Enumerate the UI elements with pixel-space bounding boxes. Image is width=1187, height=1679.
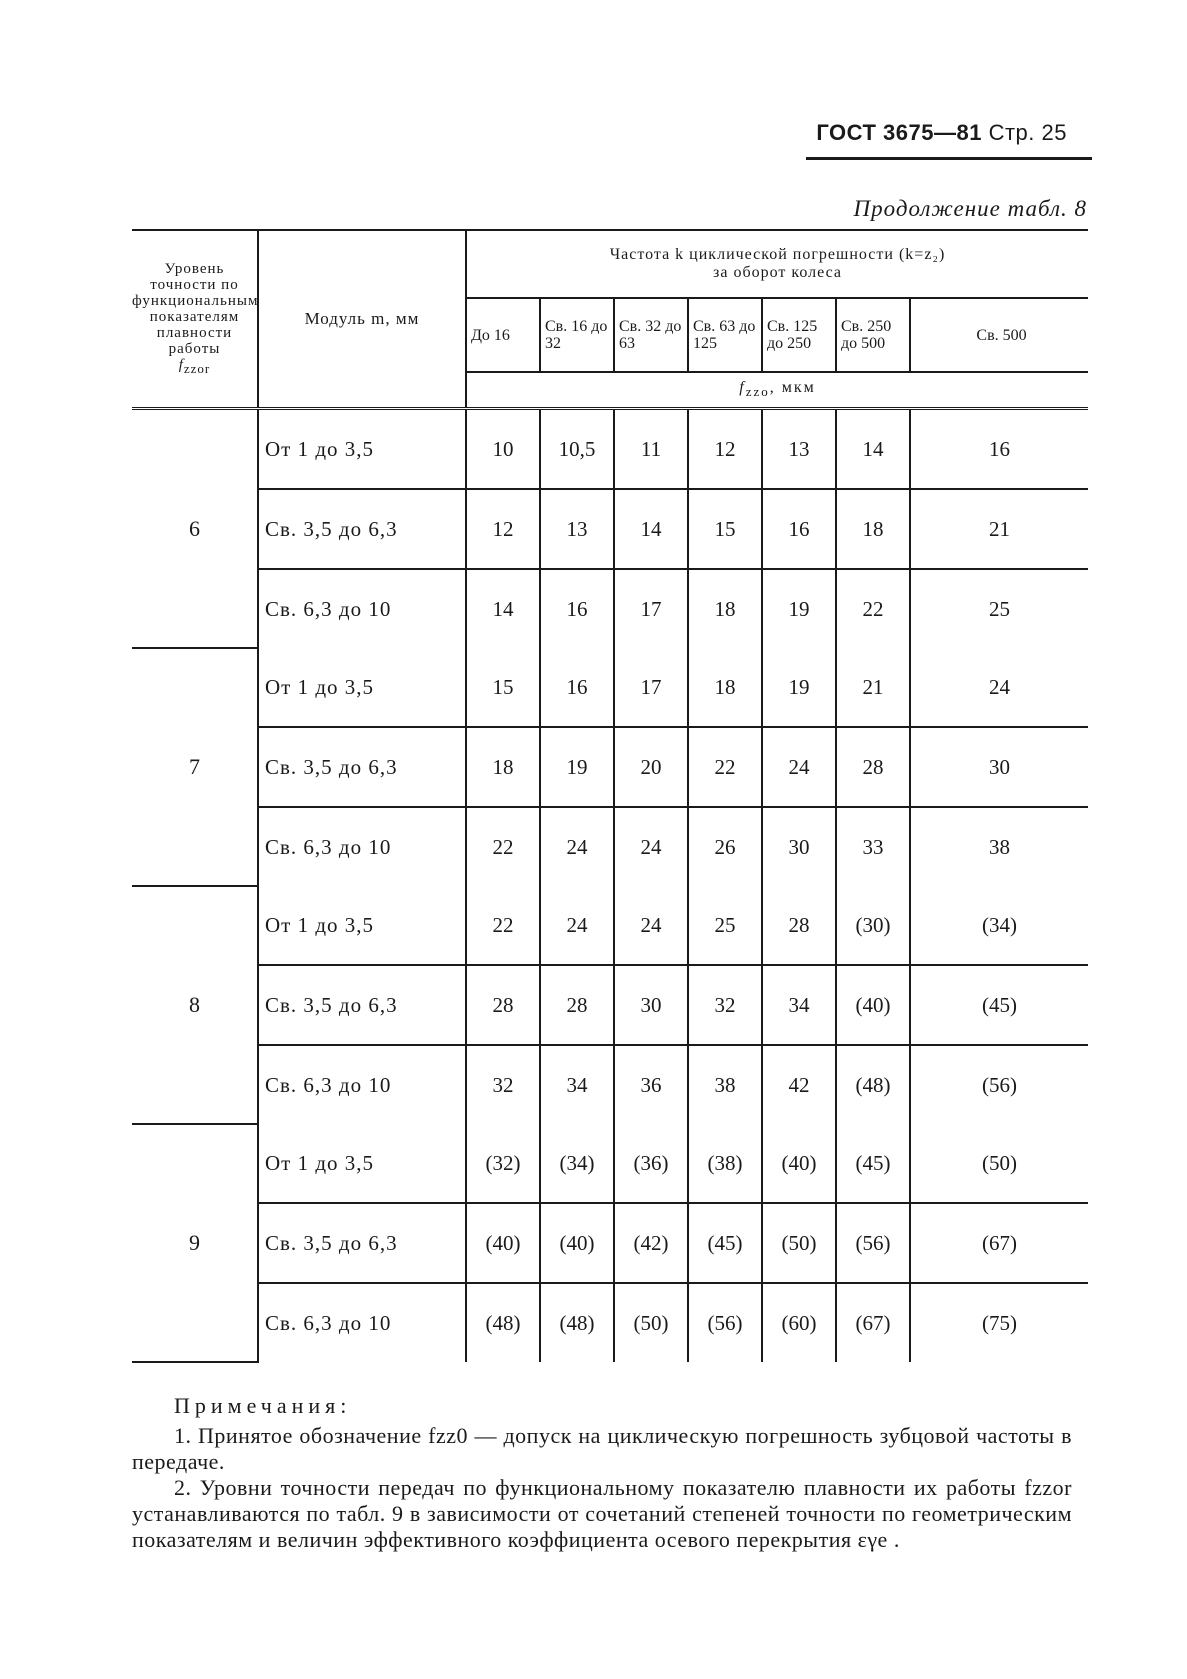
module-range-cell: От 1 до 3,5 xyxy=(258,886,466,965)
table-row xyxy=(132,807,1088,886)
tolerance-value-cell: 30 xyxy=(614,965,688,1045)
tolerance-value-cell: 16 xyxy=(910,409,1088,490)
tolerance-value-cell: (40) xyxy=(466,1203,540,1283)
module-range-cell: Св. 6,3 до 10 xyxy=(258,569,466,648)
header-rule xyxy=(806,157,1092,160)
tolerance-value-cell: (34) xyxy=(910,886,1088,965)
table-row xyxy=(132,1203,1088,1283)
tolerance-value-cell: 18 xyxy=(688,648,762,727)
tolerance-value-cell: (50) xyxy=(762,1203,836,1283)
tolerance-value-cell: 10 xyxy=(466,409,540,490)
table-row xyxy=(132,648,1088,727)
tolerance-value-cell: (56) xyxy=(688,1283,762,1362)
tolerance-value-cell: 17 xyxy=(614,648,688,727)
tolerance-value-cell: 18 xyxy=(688,569,762,648)
module-range-cell: Св. 3,5 до 6,3 xyxy=(258,1203,466,1283)
tolerance-value-cell: 16 xyxy=(540,648,614,727)
tolerance-value-cell: 14 xyxy=(836,409,910,490)
table-row xyxy=(132,409,1088,490)
tolerance-value-cell: (32) xyxy=(466,1124,540,1203)
tolerance-value-cell: 12 xyxy=(688,409,762,490)
level-header-text: Уровень точности по функциональным показателям плавности работы xyxy=(132,261,259,357)
tolerance-value-cell: (50) xyxy=(614,1283,688,1362)
tolerance-value-cell: (40) xyxy=(836,965,910,1045)
tolerance-value-cell: (48) xyxy=(540,1283,614,1362)
module-range-cell: Св. 3,5 до 6,3 xyxy=(258,727,466,807)
frequency-range-header: Св. 500 xyxy=(910,298,1088,372)
page-number: Стр. 25 xyxy=(988,120,1067,145)
tolerance-value-cell: 36 xyxy=(614,1045,688,1124)
tolerance-value-cell: 38 xyxy=(989,834,1011,859)
tolerance-value-cell: 33 xyxy=(836,807,910,886)
frequency-range-header: Св. 125 до 250 xyxy=(762,298,836,372)
frequency-range-header: Св. 16 до 32 xyxy=(540,298,614,372)
module-range-cell: Св. 3,5 до 6,3 xyxy=(258,489,466,569)
frequency-range-header: До 16 xyxy=(466,298,540,372)
tolerance-value-cell: 24 xyxy=(910,648,1088,727)
module-range-cell: От 1 до 3,5 xyxy=(258,409,466,490)
tolerance-value-cell: (36) xyxy=(614,1124,688,1203)
tolerance-value-cell: 18 xyxy=(836,489,910,569)
tolerance-value-cell: 22 xyxy=(466,807,540,886)
frequency-range-header: Св. 63 до 125 xyxy=(688,298,762,372)
tolerance-value-cell: 28 xyxy=(762,886,836,965)
table-row xyxy=(132,727,1088,807)
tolerance-value-cell: 22 xyxy=(466,886,540,965)
tolerance-value-cell: 13 xyxy=(762,409,836,490)
table-row xyxy=(132,1124,1088,1203)
table-row xyxy=(132,965,1088,1045)
tolerance-value-cell: 17 xyxy=(614,569,688,648)
table-row xyxy=(132,569,1088,648)
module-range-cell: Св. 3,5 до 6,3 xyxy=(258,965,466,1045)
tolerance-value-cell: 34 xyxy=(762,965,836,1045)
tolerance-value-cell: 24 xyxy=(762,727,836,807)
tolerance-value-cell: 30 xyxy=(910,727,1088,807)
tolerance-value-cell: 24 xyxy=(614,807,688,886)
tolerance-value-cell: 25 xyxy=(989,596,1011,621)
module-column-header: Модуль m, мм xyxy=(258,230,466,409)
module-range-cell: От 1 до 3,5 xyxy=(258,648,466,727)
tolerance-value-cell: 16 xyxy=(540,569,614,648)
accuracy-level-cell: 7 xyxy=(132,648,258,886)
module-range-cell: Св. 6,3 до 10 xyxy=(258,1045,466,1124)
tolerance-value-cell: (56) xyxy=(982,1072,1018,1097)
tolerance-value-cell: 32 xyxy=(688,965,762,1045)
tolerance-value-cell: 21 xyxy=(910,489,1088,569)
tolerance-value-cell: 28 xyxy=(540,965,614,1045)
tolerance-value-cell: (34) xyxy=(540,1124,614,1203)
tolerance-value-cell: 25 xyxy=(688,886,762,965)
tolerance-value-cell: (45) xyxy=(910,965,1088,1045)
tolerance-value-cell: 10,5 xyxy=(540,409,614,490)
tolerance-value-cell: 32 xyxy=(466,1045,540,1124)
tolerance-value-cell: (40) xyxy=(540,1203,614,1283)
tolerance-value-cell: 20 xyxy=(614,727,688,807)
module-range-cell: Св. 6,3 до 10 xyxy=(258,807,466,886)
frequency-header xyxy=(466,230,1088,298)
note-2: 2. Уровни точности передач по функциональному показателю плавности их работы fzzor устанавливаются по табл. 9 в зависимости от сочетаний степеней точности по геометрическим показателям и величин эффективного коэффициента осевого перекрытия εγe . xyxy=(132,1475,1072,1552)
notes-title: Примечания: xyxy=(174,1393,352,1418)
tolerance-value-cell: 16 xyxy=(762,489,836,569)
tolerance-value-cell: (42) xyxy=(614,1203,688,1283)
table-row xyxy=(132,1283,1088,1362)
tolerance-value-cell: 21 xyxy=(836,648,910,727)
tolerance-value-cell: (45) xyxy=(836,1124,910,1203)
tolerance-value-cell: 24 xyxy=(540,886,614,965)
table-row xyxy=(132,1045,1088,1124)
tolerance-value-cell: (67) xyxy=(910,1203,1088,1283)
tolerance-value-cell: 22 xyxy=(836,569,910,648)
tolerance-value-cell: 18 xyxy=(466,727,540,807)
tolerance-value-cell: (75) xyxy=(982,1310,1018,1335)
tolerance-value-cell: (45) xyxy=(688,1203,762,1283)
tolerance-value-cell: (30) xyxy=(836,886,910,965)
tolerance-value-cell: 34 xyxy=(540,1045,614,1124)
table-row xyxy=(132,886,1088,965)
table-row xyxy=(132,489,1088,569)
tolerance-value-cell: 30 xyxy=(762,807,836,886)
tolerance-value-cell: 15 xyxy=(688,489,762,569)
accuracy-level-cell: 8 xyxy=(132,886,258,1124)
tolerance-value-cell: 19 xyxy=(762,569,836,648)
tolerance-value-cell: 28 xyxy=(466,965,540,1045)
tolerance-value-cell: 12 xyxy=(466,489,540,569)
tolerance-value-cell: (40) xyxy=(762,1124,836,1203)
unit-header: $f_{zzo}$, мкм xyxy=(466,372,1088,409)
tolerance-value-cell: (56) xyxy=(836,1203,910,1283)
frequency-range-header: Св. 32 до 63 xyxy=(614,298,688,372)
tolerance-value-cell: 14 xyxy=(614,489,688,569)
tolerance-value-cell: (60) xyxy=(762,1283,836,1362)
level-column-header xyxy=(132,230,258,409)
tolerance-value-cell: 19 xyxy=(762,648,836,727)
tolerance-value-cell: 13 xyxy=(540,489,614,569)
tolerance-value-cell: 28 xyxy=(836,727,910,807)
tolerance-value-cell: (67) xyxy=(836,1283,910,1362)
frequency-range-header: Св. 250 до 500 xyxy=(836,298,910,372)
tolerance-value-cell: (50) xyxy=(910,1124,1088,1203)
tolerance-value-cell: 19 xyxy=(540,727,614,807)
tolerance-value-cell: (48) xyxy=(466,1283,540,1362)
frequency-header-line1: Частота k циклической погрешности (k=z₂) xyxy=(609,246,946,263)
tolerance-value-cell: 38 xyxy=(688,1045,762,1124)
tolerance-value-cell: 24 xyxy=(614,886,688,965)
module-range-cell: От 1 до 3,5 xyxy=(258,1124,466,1203)
notes-section xyxy=(132,1393,1072,1553)
module-range-cell: Св. 6,3 до 10 xyxy=(258,1283,466,1362)
tolerance-value-cell: 42 xyxy=(762,1045,836,1124)
tolerance-table xyxy=(132,229,1088,1363)
accuracy-level-cell: 9 xyxy=(132,1124,258,1362)
tolerance-value-cell: (48) xyxy=(836,1045,910,1124)
tolerance-value-cell: 22 xyxy=(688,727,762,807)
tolerance-value-cell: 15 xyxy=(466,648,540,727)
tolerance-value-cell: (38) xyxy=(688,1124,762,1203)
page-header xyxy=(816,120,1067,146)
table-continuation-label: Продолжение табл. 8 xyxy=(853,196,1087,221)
frequency-header-line2: за оборот колеса xyxy=(713,264,843,281)
tolerance-value-cell: 14 xyxy=(466,569,540,648)
note-1: 1. Принятое обозначение fzz0 — допуск на циклическую погрешность зубцовой частоты в передаче. xyxy=(132,1423,1072,1474)
level-symbol: $f_{zzor}$ xyxy=(178,357,211,376)
tolerance-value-cell: 24 xyxy=(540,807,614,886)
standard-number: ГОСТ 3675—81 xyxy=(816,120,982,145)
tolerance-value-cell: 11 xyxy=(614,409,688,490)
tolerance-value-cell: 26 xyxy=(688,807,762,886)
accuracy-level-cell: 6 xyxy=(132,409,258,649)
